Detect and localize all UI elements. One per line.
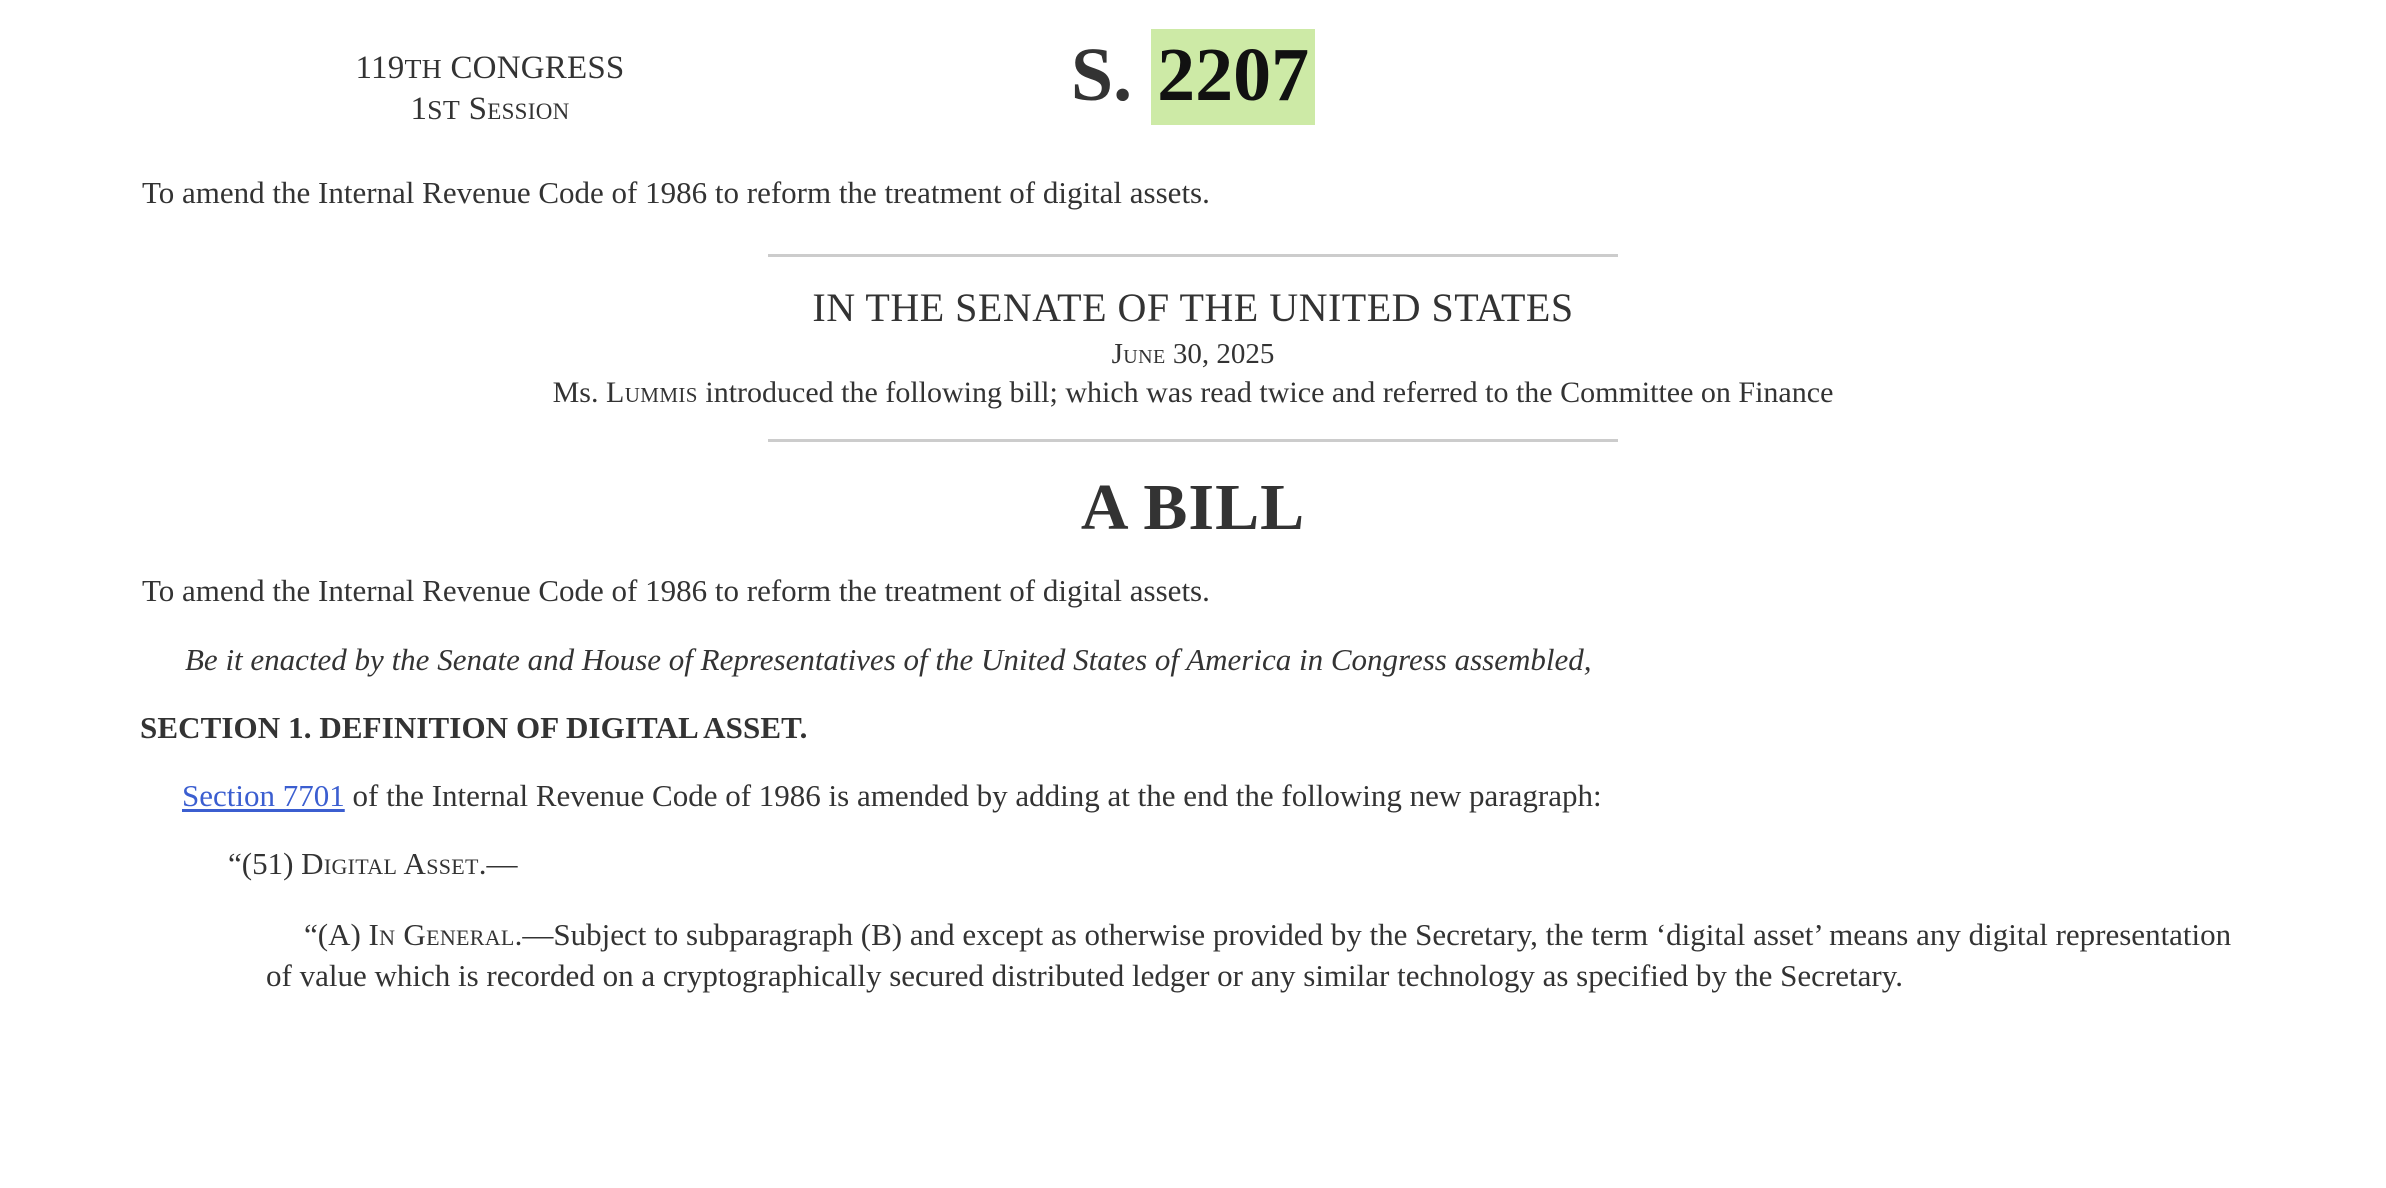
subparagraph-a-dash: .—	[514, 916, 554, 952]
subparagraph-a	[228, 914, 2246, 996]
amendment-instruction	[182, 778, 2246, 814]
sponsor-action: introduced the following bill; which was read twice and referred to the Committee on Finance	[697, 375, 1834, 409]
paragraph-51-dash: .—	[478, 845, 518, 881]
amendment-instruction-text: of the Internal Revenue Code of 1986 is amended by adding at the end the following new paragraph:	[344, 777, 1602, 813]
subparagraph-a-text: Subject to subparagraph (B) and except as otherwise provided by the Secretary, the term ‘digital asset’ means any digital representation of value which is recorded on a cryptographically secured distributed ledger or any similar technology as specified by the Secretary.	[266, 916, 2232, 993]
date-rest: 30, 2025	[1165, 337, 1275, 370]
page-title: A BILL	[1080, 470, 1306, 544]
senate-heading: IN THE SENATE OF THE UNITED STATES	[812, 284, 1574, 330]
section-7701-link[interactable]: Section 7701	[182, 777, 345, 813]
document-masthead	[140, 0, 2246, 150]
introduction-date	[140, 338, 2246, 371]
bill-number-highlighted: 2207	[1151, 29, 1315, 125]
bill-chamber-prefix: S.	[1070, 33, 1133, 117]
session-word: Session	[468, 90, 570, 127]
paragraph-51-caption: Digital Asset	[301, 845, 479, 881]
paragraph-51-number: “(51)	[228, 845, 302, 881]
sponsor-name: Lummis	[605, 375, 698, 409]
date-month: June	[1111, 337, 1166, 370]
sponsor-honorific: Ms.	[552, 375, 606, 409]
congress-word: CONGRESS	[450, 50, 625, 86]
session-number-suffix: ST	[427, 93, 461, 125]
summary-second: To amend the Internal Revenue Code of 1986 to reform the treatment of digital assets.	[142, 572, 1210, 608]
session-number: 1	[410, 90, 428, 127]
subparagraph-a-number: “(A)	[304, 916, 369, 952]
summary-top: To amend the Internal Revenue Code of 1986 to reform the treatment of digital assets.	[142, 175, 1210, 210]
section-heading: SECTION 1. DEFINITION OF DIGITAL ASSET.	[140, 709, 808, 745]
sponsor-line	[140, 376, 2246, 410]
congress-number: 119	[355, 50, 405, 86]
paragraph-51-heading	[228, 846, 2246, 882]
divider-top	[768, 254, 1618, 257]
divider-bottom	[768, 439, 1618, 442]
subparagraph-a-caption: In General	[368, 916, 515, 952]
bill-number-heading	[140, 32, 2246, 119]
enacting-clause: Be it enacted by the Senate and House of Representatives of the United States of America in Congress assembled,	[185, 641, 1592, 677]
congress-number-suffix: TH	[404, 53, 442, 84]
